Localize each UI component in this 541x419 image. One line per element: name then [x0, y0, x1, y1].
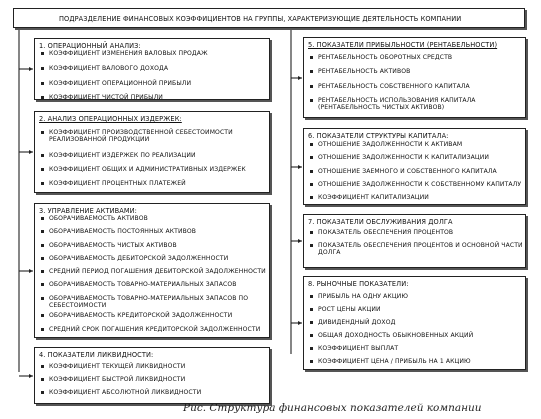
group-1-item: КОЭФФИЦИЕНТ ЧИСТОЙ ПРИБЫЛИ [49, 94, 163, 101]
group-title-3: 3. УПРАВЛЕНИЕ АКТИВАМИ: [39, 207, 137, 215]
group-3-item: СРЕДНИЙ ПЕРИОД ПОГАШЕНИЯ ДЕБИТОРСКОЙ ЗАДОЛЖЕННОСТИ [49, 268, 266, 275]
group-3-item: ОБОРАЧИВАЕМОСТЬ ПОСТОЯННЫХ АКТИВОВ [49, 228, 197, 235]
group-3-item: ОБОРАЧИВАЕМОСТЬ ДЕБИТОРСКОЙ ЗАДОЛЖЕННОСТИ [49, 255, 229, 262]
group-3-item: ОБОРАЧИВАЕМОСТЬ АКТИВОВ [49, 215, 148, 222]
group-title-1: 1. ОПЕРАЦИОННЫЙ АНАЛИЗ: [39, 42, 141, 50]
arrowhead-1 [29, 67, 33, 71]
group-5-item: РЕНТАБЕЛЬНОСТЬ ОБОРОТНЫХ СРЕДСТВ [318, 54, 453, 61]
arrowhead-3 [29, 269, 33, 273]
group-2-item: КОЭФФИЦИЕНТ ПРОИЗВОДСТВЕННОЙ СЕБЕСТОИМОСТИ РЕАЛИЗОВАННОЙ ПРОДУКЦИИ [49, 129, 233, 144]
group-7-item: ПОКАЗАТЕЛЬ ОБЕСПЕЧЕНИЯ ПРОЦЕНТОВ [318, 229, 454, 236]
group-6-item: ОТНОШЕНИЕ ЗАДОЛЖЕННОСТИ К АКТИВАМ [318, 141, 463, 148]
group-1-item: КОЭФФИЦИЕНТ ВАЛОВОГО ДОХОДА [49, 65, 169, 72]
group-5-item: РЕНТАБЕЛЬНОСТЬ ИСПОЛЬЗОВАНИЯ КАПИТАЛА (РЕНТАБЕЛЬНОСТЬ ЧИСТЫХ АКТИВОВ) [318, 97, 476, 112]
group-4-item: КОЭФФИЦИЕНТ БЫСТРОЙ ЛИКВИДНОСТИ [49, 376, 186, 383]
group-3-item: СРЕДНИЙ СРОК ПОГАШЕНИЯ КРЕДИТОРСКОЙ ЗАДОЛЖЕННОСТИ [49, 326, 261, 333]
group-title-4: 4. ПОКАЗАТЕЛИ ЛИКВИДНОСТИ: [39, 351, 154, 359]
group-8-item: КОЭФФИЦИЕНТ ЦЕНА / ПРИБЫЛЬ НА 1 АКЦИЮ [318, 358, 471, 365]
group-8-item: РОСТ ЦЕНЫ АКЦИИ [318, 306, 381, 313]
group-5-item: РЕНТАБЕЛЬНОСТЬ АКТИВОВ [318, 68, 411, 75]
group-3-item: ОБОРАЧИВАЕМОСТЬ ТОВАРНО-МАТЕРИАЛЬНЫХ ЗАПАСОВ ПО СЕБЕСТОИМОСТИ [49, 295, 249, 310]
group-title-6: 6. ПОКАЗАТЕЛИ СТРУКТУРЫ КАПИТАЛА: [308, 132, 449, 140]
group-3-item: ОБОРАЧИВАЕМОСТЬ КРЕДИТОРСКОЙ ЗАДОЛЖЕННОСТИ [49, 312, 233, 319]
arrowhead-6 [298, 165, 302, 169]
group-6-item: КОЭФФИЦИЕНТ КАПИТАЛИЗАЦИИ [318, 194, 429, 201]
figure-caption: Рис. Структура финансовых показателей компании [183, 402, 482, 414]
group-8-item: КОЭФФИЦИЕНТ ВЫПЛАТ [318, 345, 399, 352]
group-6-item: ОТНОШЕНИЕ ЗАЕМНОГО И СОБСТВЕННОГО КАПИТАЛА [318, 168, 497, 175]
group-4-item: КОЭФФИЦИЕНТ ТЕКУЩЕЙ ЛИКВИДНОСТИ [49, 363, 186, 370]
group-8-item: ДИВИДЕНДНЫЙ ДОХОД [318, 319, 396, 326]
group-2-item: КОЭФФИЦИЕНТ ИЗДЕРЖЕК ПО РЕАЛИЗАЦИИ [49, 152, 196, 159]
group-8-item: ОБЩАЯ ДОХОДНОСТЬ ОБЫКНОВЕННЫХ АКЦИЙ [318, 332, 474, 339]
group-title-8: 8. РЫНОЧНЫЕ ПОКАЗАТЕЛИ: [308, 280, 409, 288]
arrowhead-5 [298, 76, 302, 80]
group-title-5: 5. ПОКАЗАТЕЛИ ПРИБЫЛЬНОСТИ (РЕНТАБЕЛЬНОСТИ) [308, 41, 498, 49]
arrowhead-8 [298, 321, 302, 325]
group-title-2: 2. АНАЛИЗ ОПЕРАЦИОННЫХ ИЗДЕРЖЕК: [39, 115, 182, 123]
arrowhead-7 [298, 239, 302, 243]
arrowhead-4 [29, 374, 33, 378]
group-6-item: ОТНОШЕНИЕ ЗАДОЛЖЕННОСТИ К КАПИТАЛИЗАЦИИ [318, 154, 490, 161]
arrowhead-2 [29, 150, 33, 154]
group-5-item: РЕНТАБЕЛЬНОСТЬ СОБСТВЕННОГО КАПИТАЛА [318, 83, 470, 90]
group-6-item: ОТНОШЕНИЕ ЗАДОЛЖЕННОСТИ К СОБСТВЕННОМУ КАПИТАЛУ [318, 181, 522, 188]
group-3-item: ОБОРАЧИВАЕМОСТЬ ЧИСТЫХ АКТИВОВ [49, 242, 177, 249]
group-7-item: ПОКАЗАТЕЛЬ ОБЕСПЕЧЕНИЯ ПРОЦЕНТОВ И ОСНОВНОЙ ЧАСТИ ДОЛГА [318, 242, 523, 257]
group-3-item: ОБОРАЧИВАЕМОСТЬ ТОВАРНО-МАТЕРИАЛЬНЫХ ЗАПАСОВ [49, 281, 237, 288]
group-1-item: КОЭФФИЦИЕНТ ИЗМЕНЕНИЯ ВАЛОВЫХ ПРОДАЖ [49, 50, 208, 57]
group-8-item: ПРИБЫЛЬ НА ОДНУ АКЦИЮ [318, 293, 409, 300]
group-4-item: КОЭФФИЦИЕНТ АБСОЛЮТНОЙ ЛИКВИДНОСТИ [49, 389, 202, 396]
group-2-item: КОЭФФИЦИЕНТ ПРОЦЕНТНЫХ ПЛАТЕЖЕЙ [49, 180, 186, 187]
group-1-item: КОЭФФИЦИЕНТ ОПЕРАЦИОННОЙ ПРИБЫЛИ [49, 80, 192, 87]
group-2-item: КОЭФФИЦИЕНТ ОБЩИХ И АДМИНИСТРАТИВНЫХ ИЗДЕРЖЕК [49, 166, 246, 173]
header-title: ПОДРАЗДЕЛЕНИЕ ФИНАНСОВЫХ КОЭФФИЦИЕНТОВ НА ГРУППЫ, ХАРАКТЕРИЗУЮЩИЕ ДЕЯТЕЛЬНОСТЬ КОМПАНИИ [59, 15, 462, 23]
group-title-7: 7. ПОКАЗАТЕЛИ ОБСЛУЖИВАНИЯ ДОЛГА [308, 218, 453, 226]
